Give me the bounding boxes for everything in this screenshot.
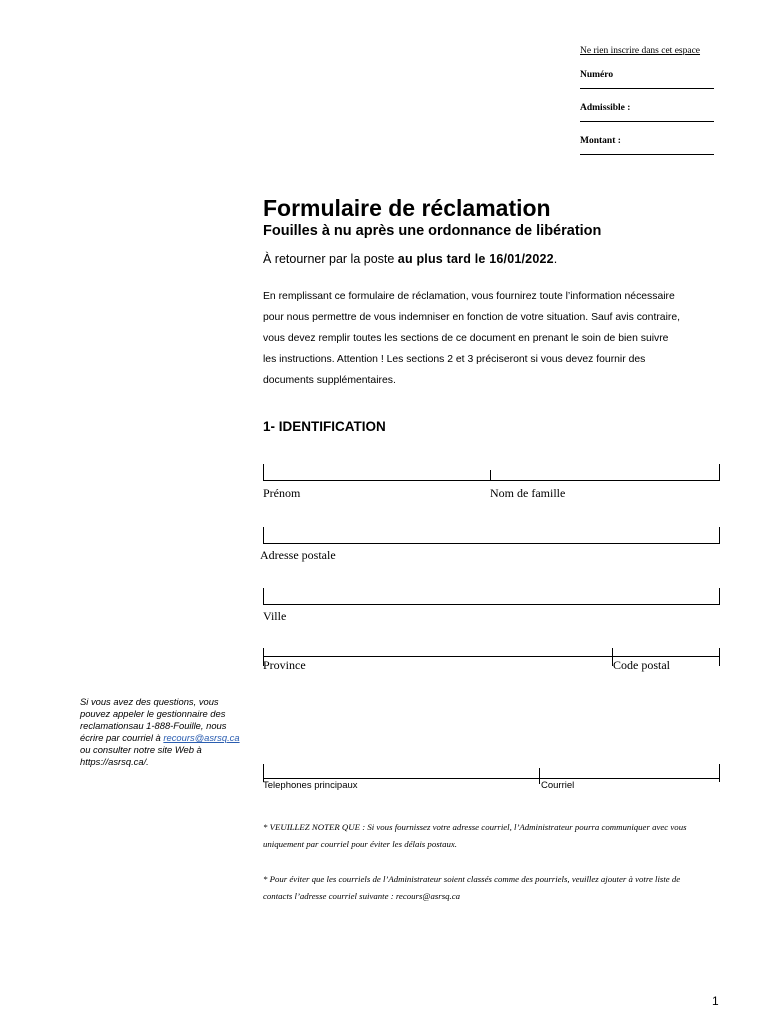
province-label: Province (263, 658, 306, 672)
prenom-label: Prénom (263, 486, 301, 500)
telephones-label: Telephones principaux (263, 780, 358, 791)
admissible-label: Admissible : (580, 103, 631, 113)
montant-line (580, 146, 714, 155)
office-use-header: Ne rien inscrire dans cet espace (580, 46, 701, 56)
nom-label: Nom de famille (490, 486, 566, 500)
courriel-label: Courriel (541, 780, 575, 791)
montant-label: Montant : (580, 136, 621, 146)
code-postal-label: Code postal (613, 658, 670, 672)
ville-label: Ville (263, 609, 287, 623)
page-subtitle: Fouilles à nu après une ordonnance de libération (263, 223, 602, 239)
help-sidenote: Si vous avez des questions, vous pouvez appeler le gestionnaire des reclamationsau 1-888-Fouille, nous écrire par courriel à recours@asrsq.ca ou consulter notre site Web à https://asrsq.ca/. (80, 696, 240, 767)
intro-paragraph: En remplissant ce formulaire de réclamation, vous fournirez toute l’information nécessaire pour nous permettre de vous indemniser en fonction de votre situation. Sauf avis contraire, vous devez remplir toutes les sections de ce document en prenant le soin de bien suivre les instructions. Attention ! Les sections 2 et 3 préciseront si vous devez fournir des documents supplémentaires. (263, 291, 681, 386)
numero-label: Numéro (580, 70, 614, 80)
deadline-text: À retourner par la poste au plus tard le 16/01/2022. (263, 252, 558, 266)
numero-line (580, 80, 714, 89)
page-title: Formulaire de réclamation (263, 195, 551, 221)
email-notice: * VEUILLEZ NOTER QUE : Si vous fournissez votre adresse courriel, l’Administrateur pourra communiquer avec vous uniquement par courriel pour éviter les délais postaux. (263, 822, 687, 849)
office-use-box (580, 46, 720, 155)
spam-notice: * Pour éviter que les courriels de l’Administrateur soient classés comme des pourriels, veuillez ajouter à votre liste de contacts l’adresse courriel suivante : recours@asrsq.ca (263, 874, 681, 901)
adresse-label: Adresse postale (260, 548, 336, 562)
section-heading: 1- IDENTIFICATION (263, 419, 386, 434)
admissible-line (580, 113, 714, 122)
page-number: 1 (712, 994, 719, 1008)
help-email-link[interactable]: recours@asrsq.ca (163, 732, 240, 743)
